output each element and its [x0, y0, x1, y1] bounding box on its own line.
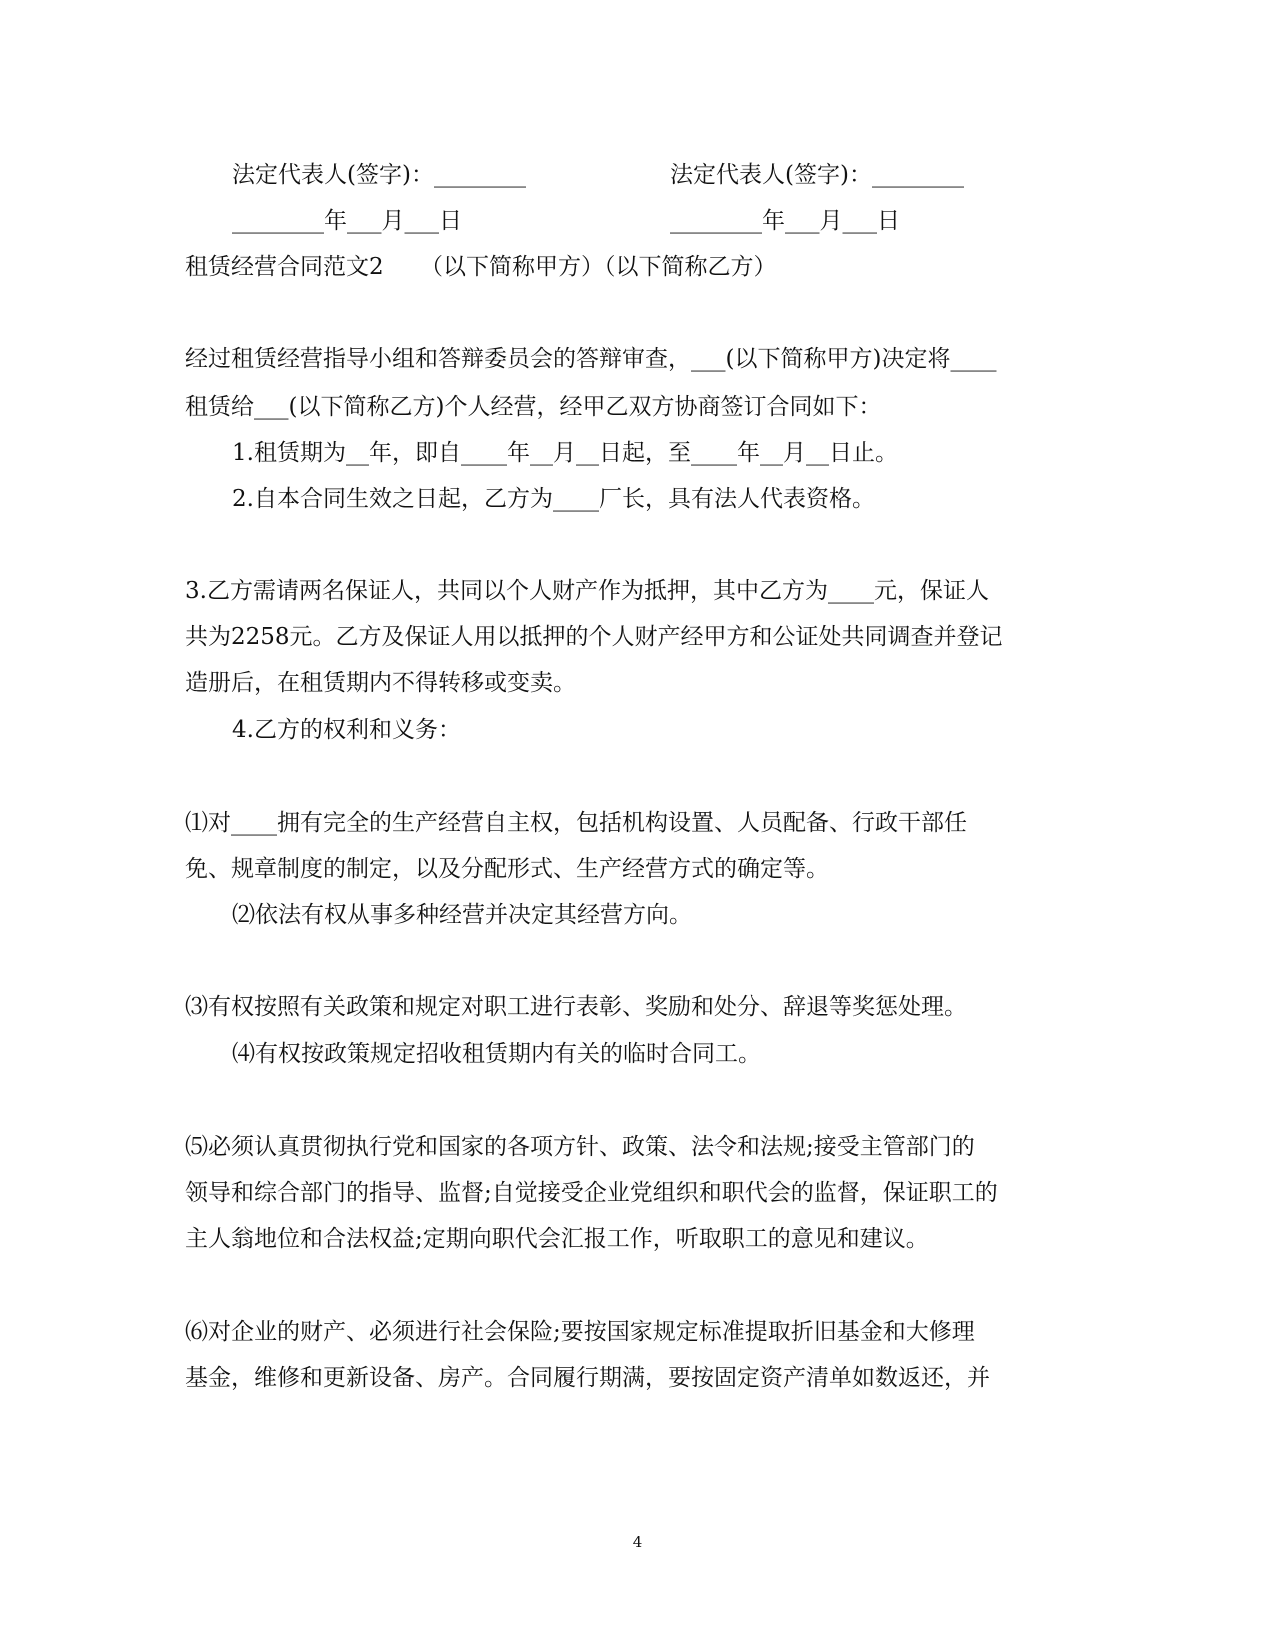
sub-clause-1-line-2: 免、规章制度的制定，以及分配形式、生产经营方式的确定等。 [185, 856, 829, 882]
sub-clause-6-line-2: 基金，维修和更新设备、房产。合同履行期满，要按固定资产清单如数返还，并 [185, 1365, 990, 1391]
sub-clause-5-line-3: 主人翁地位和合法权益;定期向职代会汇报工作，听取职工的意见和建议。 [185, 1226, 929, 1252]
clause-3-line-1: 3.乙方需请两名保证人，共同以个人财产作为抵押，其中乙方为____元，保证人 [185, 578, 989, 604]
sub-clause-3: ⑶有权按照有关政策和规定对职工进行表彰、奖励和处分、辞退等奖惩处理。 [185, 994, 967, 1020]
right-legal-rep-signature: 法定代表人(签字)：________ [670, 162, 964, 188]
clause-1: 1.租赁期为__年，即自____年__月__日起，至____年__月__日止。 [232, 440, 898, 466]
left-legal-rep-signature: 法定代表人(签字)：________ [232, 162, 526, 188]
intro-line-2: 租赁给___(以下简称乙方)个人经营，经甲乙双方协商签订合同如下： [185, 394, 882, 420]
sub-clause-4: ⑷有权按政策规定招收租赁期内有关的临时合同工。 [232, 1041, 761, 1067]
clause-2: 2.自本合同生效之日起，乙方为____厂长，具有法人代表资格。 [232, 486, 875, 512]
sub-clause-6-line-1: ⑹对企业的财产、必须进行社会保险;要按国家规定标准提取折旧基金和大修理 [185, 1319, 975, 1345]
intro-line-1: 经过租赁经营指导小组和答辩委员会的答辩审查，___(以下简称甲方)决定将____ [185, 346, 997, 372]
contract-parties: （以下简称甲方）（以下简称乙方） [420, 254, 777, 280]
contract-title: 租赁经营合同范文2 [185, 254, 384, 280]
page-number: 4 [632, 1533, 643, 1551]
sub-clause-2: ⑵依法有权从事多种经营并决定其经营方向。 [232, 902, 692, 928]
sub-clause-5-line-1: ⑸必须认真贯彻执行党和国家的各项方针、政策、法令和法规;接受主管部门的 [185, 1134, 975, 1160]
clause-4: 4.乙方的权利和义务： [232, 717, 461, 743]
right-signature-date: ________年___月___日 [670, 208, 900, 234]
clause-3-line-3: 造册后，在租赁期内不得转移或变卖。 [185, 670, 576, 696]
sub-clause-5-line-2: 领导和综合部门的指导、监督;自觉接受企业党组织和职代会的监督，保证职工的 [185, 1180, 998, 1206]
sub-clause-1-line-1: ⑴对____拥有完全的生产经营自主权，包括机构设置、人员配备、行政干部任 [185, 810, 967, 836]
clause-3-line-2: 共为2258元。乙方及保证人用以抵押的个人财产经甲方和公证处共同调查并登记 [185, 624, 1003, 650]
left-signature-date: ________年___月___日 [232, 208, 462, 234]
